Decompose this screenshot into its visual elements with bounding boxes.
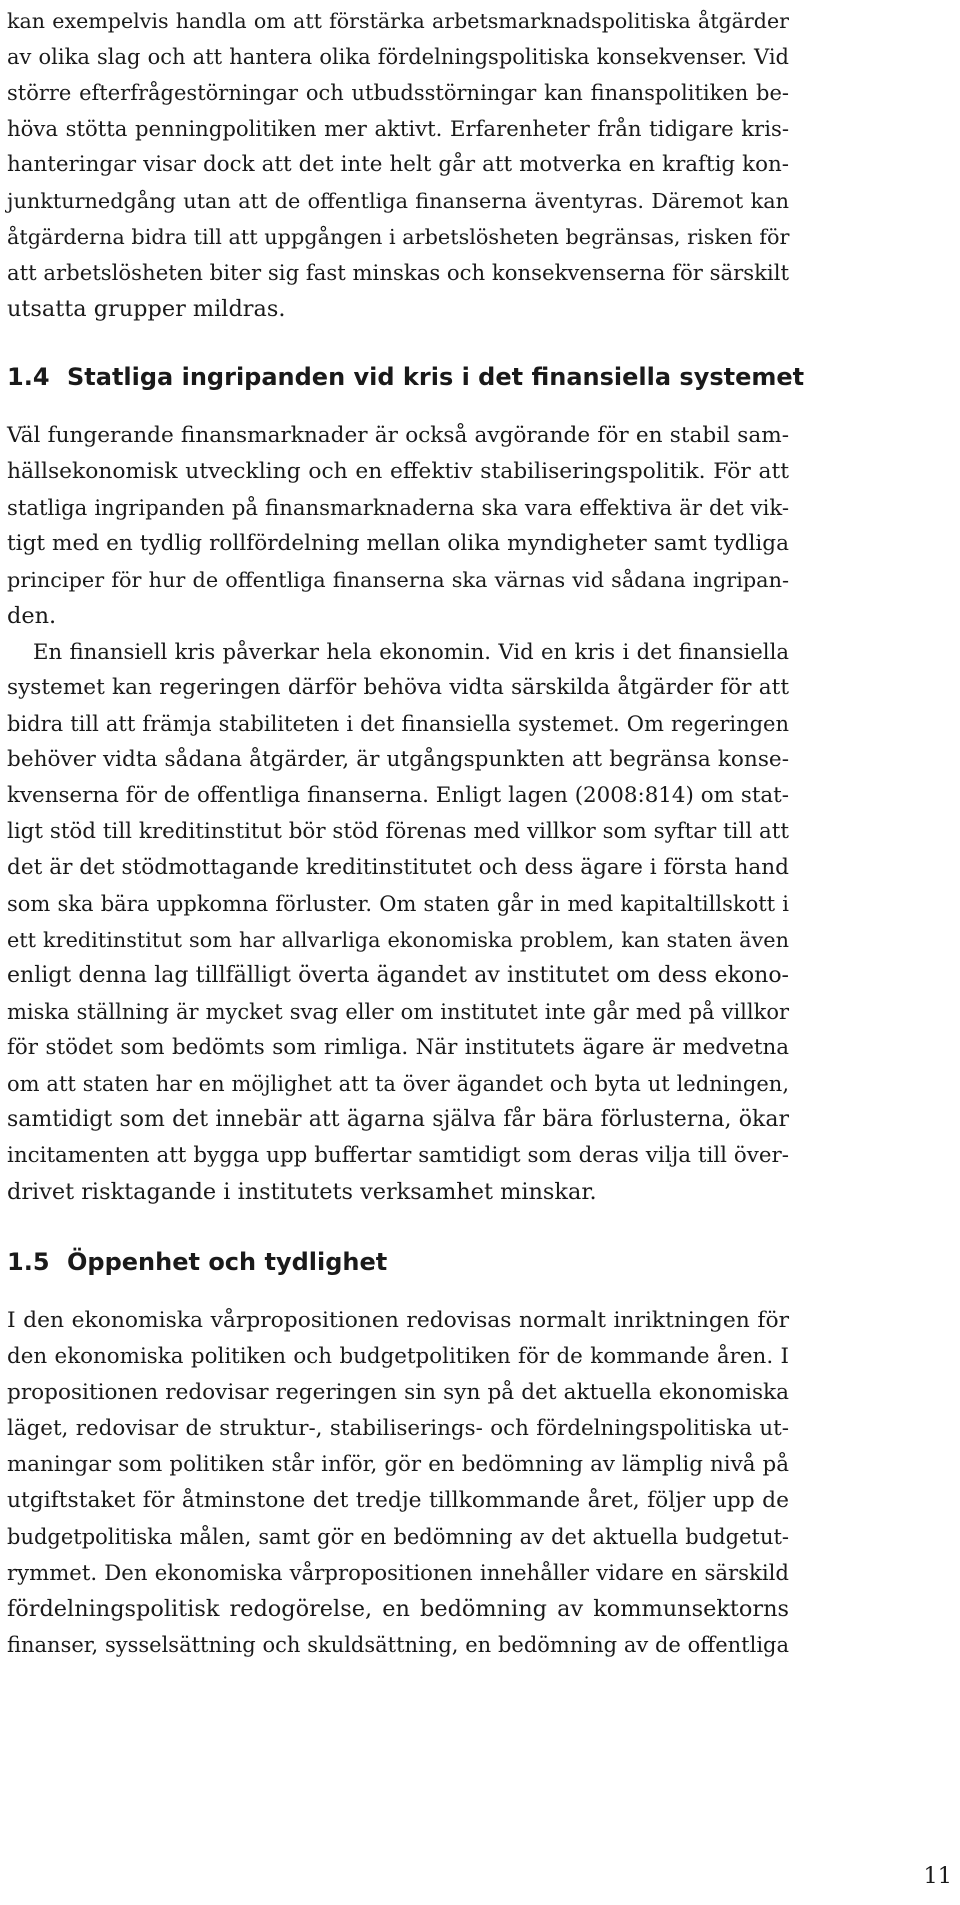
text-line: som ska bära uppkomna förluster. Om staten går in med kapitaltillskott i [7, 892, 789, 916]
text-line: ett kreditinstitut som har allvarliga ekonomiska problem, kan staten även [7, 928, 789, 952]
text-line: hanteringar visar dock att det inte helt går att motverka en kraftig kon- [7, 152, 789, 177]
text-line: tigt med en tydlig rollfördelning mellan olika myndigheter samt tydliga [7, 531, 789, 556]
section-heading-1-5 [7, 1242, 789, 1282]
text-line: junkturnedgång utan att de offentliga finanserna äventyras. Däremot kan [7, 189, 789, 213]
text-line: höva stötta penningpolitiken mer aktivt. Erfarenheter från tidigare kris- [7, 116, 789, 141]
text-line: finanser, sysselsättning och skuldsättning, en bedömning av de offentliga [7, 1633, 789, 1657]
text-line: Väl fungerande finansmarknader är också avgörande för en stabil sam- [7, 423, 789, 448]
text-line: den ekonomiska politiken och budgetpolitiken för de kommande åren. I [7, 1344, 789, 1369]
text-line: maningar som politiken står inför, gör en bedömning av lämplig nivå på [7, 1452, 789, 1477]
text-line: systemet kan regeringen därför behöva vidta särskilda åtgärder för att [7, 675, 789, 700]
text-line: En finansiell kris påverkar hela ekonomin. Vid en kris i det finansiella [33, 639, 789, 664]
text-line: om att staten har en möjlighet att ta över ägandet och byta ut ledningen, [7, 1072, 789, 1096]
text-line: fördelningspolitisk redogörelse, en bedömning av kommunsektorns [7, 1596, 789, 1622]
text-line: bidra till att främja stabiliteten i det finansiella systemet. Om regeringen [7, 712, 789, 736]
text-line: utsatta grupper mildras. [7, 296, 286, 322]
text-line: läget, redovisar de struktur-, stabiliserings- och fördelningspolitiska ut- [7, 1416, 789, 1441]
page-number: 11 [923, 1863, 952, 1889]
text-line: propositionen redovisar regeringen sin syn på det aktuella ekonomiska [7, 1380, 789, 1405]
text-line: rymmet. Den ekonomiska vårpropositionen innehåller vidare en särskild [7, 1560, 789, 1585]
text-line: ligt stöd till kreditinstitut bör stöd förenas med villkor som syftar till att [7, 819, 789, 844]
text-line: principer för hur de offentliga finanserna ska värnas vid sådana ingripan- [7, 568, 789, 592]
section-title: Statliga ingripanden vid kris i det finansiella systemet [67, 363, 805, 391]
text-line: det är det stödmottagande kreditinstitutet och dess ägare i första hand [7, 855, 789, 880]
text-line: för stödet som bedömts som rimliga. När institutets ägare är medvetna [7, 1035, 789, 1060]
text-line: statliga ingripanden på finansmarknaderna ska vara effektiva är det vik- [7, 495, 789, 520]
text-line: I den ekonomiska vårpropositionen redovisas normalt inriktningen för [7, 1308, 789, 1333]
text-line: miska ställning är mycket svag eller om institutet inte går med på villkor [7, 1000, 789, 1024]
text-line: drivet risktagande i institutets verksamhet minskar. [7, 1179, 597, 1205]
section-heading-1-4 [7, 357, 805, 397]
text-line: incitamenten att bygga upp buffertar samtidigt som deras vilja till över- [7, 1143, 789, 1168]
text-line: av olika slag och att hantera olika fördelningspolitiska konsekvenser. Vid [7, 45, 789, 69]
section-number: 1.5 [7, 1248, 50, 1276]
text-line: åtgärderna bidra till att uppgången i arbetslösheten begränsas, risken för [7, 225, 790, 249]
text-line: enligt denna lag tillfälligt överta ägandet av institutet om dess ekono- [7, 963, 789, 988]
text-line: behöver vidta sådana åtgärder, är utgångspunkten att begränsa konse- [7, 747, 789, 772]
text-line: den. [7, 603, 57, 629]
text-line: kvenserna för de offentliga finanserna. Enligt lagen (2008:814) om stat- [7, 783, 789, 808]
text-line: hällsekonomisk utveckling och en effektiv stabiliseringspolitik. För att [7, 459, 789, 484]
section-title: Öppenhet och tydlighet [67, 1248, 388, 1276]
text-line: budgetpolitiska målen, samt gör en bedömning av det aktuella budgetut- [7, 1525, 789, 1549]
section-number: 1.4 [7, 363, 50, 391]
text-line: större efterfrågestörningar och utbudsstörningar kan finanspolitiken be- [7, 81, 789, 105]
text-line: kan exempelvis handla om att förstärka arbetsmarknadspolitiska åtgärder [7, 9, 789, 33]
text-line: att arbetslösheten biter sig fast minskas och konsekvenserna för särskilt [7, 260, 790, 285]
text-line: utgiftstaket för åtminstone det tredje tillkommande året, följer upp de [7, 1488, 789, 1513]
text-line: samtidigt som det innebär att ägarna själva får bära förlusterna, ökar [7, 1107, 789, 1132]
